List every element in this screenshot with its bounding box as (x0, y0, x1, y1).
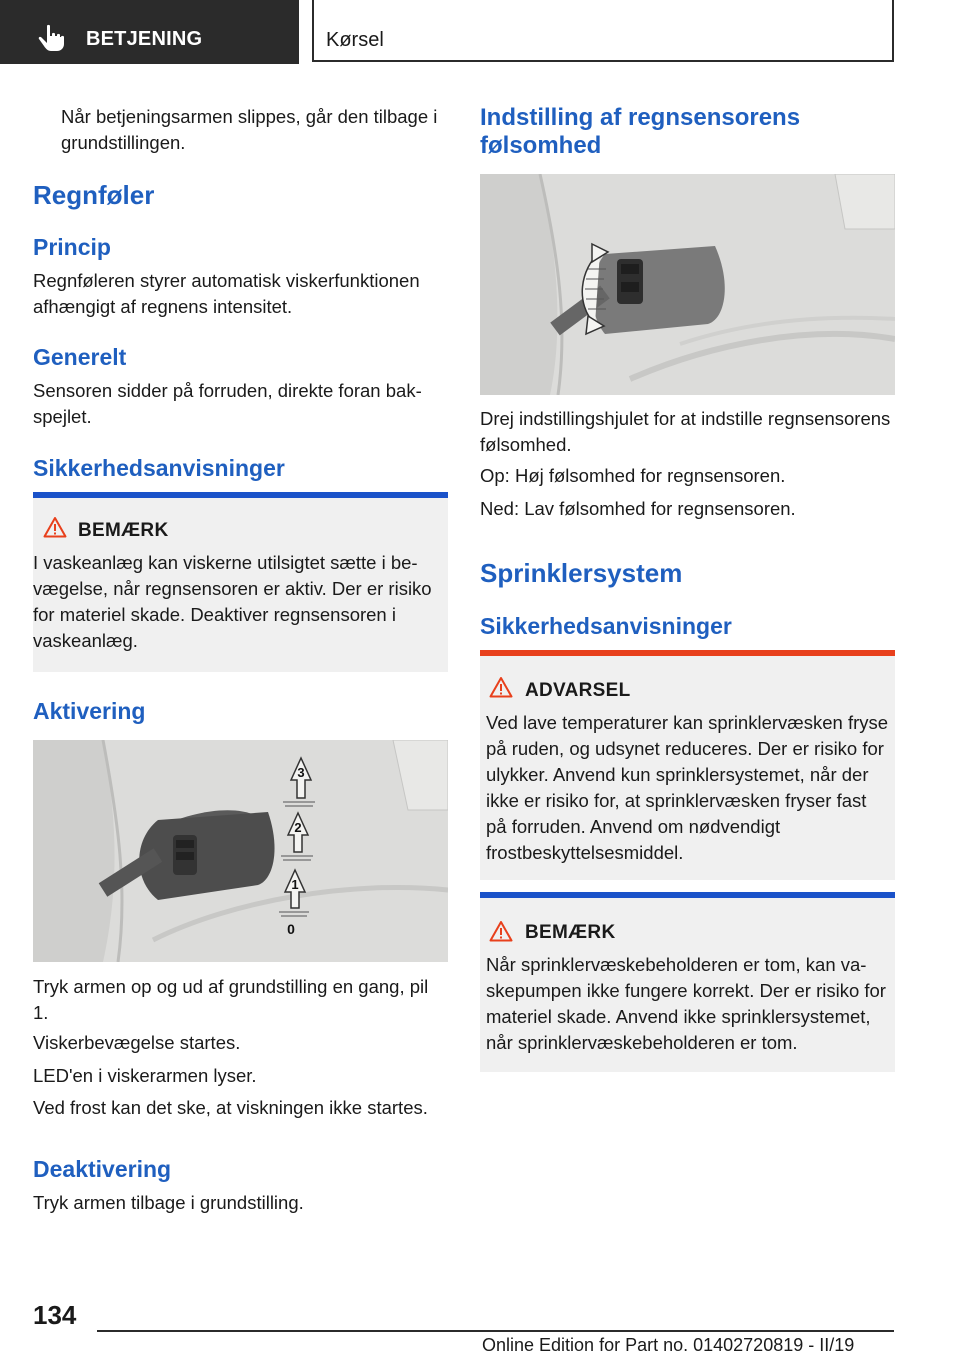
heading-indstilling: Indstilling af regnsensorens følsomhed (480, 104, 801, 159)
deaktivering-text: Tryk armen tilbage i grundstilling. (33, 1192, 304, 1213)
warning-box-freeze (480, 650, 895, 880)
warning-title: ADVARSEL (525, 680, 631, 701)
subsection-header (312, 0, 894, 62)
warning-text: Ved lave temperaturer kan sprinklervæsken fryse på ruden, og udsynet reduceres. Der er risiko for ulykker. Anvend kun sprinklersystemet, når der ikke er risiko for, at sprinklervæsken fryser fast på forruden. Anvend om nødvendigt frostbeskyttelsesmiddel. (486, 712, 889, 863)
heading-regnfoler: Regnføler (33, 180, 155, 210)
section-label: BETJENING (86, 28, 203, 50)
note-title: BEMÆRK (78, 520, 169, 541)
indstilling-text-1: Drej indstillingshjulet for at indstille regnsensorens følsomhed. (480, 408, 891, 455)
aktivering-text-2: Viskerbevægelse startes. (33, 1032, 241, 1053)
heading-aktivering: Aktivering (33, 698, 146, 724)
heading-deaktivering: Deaktivering (33, 1156, 172, 1182)
edition-text: Online Edition for Part no. 01402720819 - II/19 (482, 1335, 855, 1355)
aktivering-text-4: Ved frost kan det ske, at viskningen ikke startes. (33, 1097, 428, 1118)
intro-text: Når betjeningsarmen slippes, går den tilbage i grundstillingen. (61, 106, 438, 153)
warning-triangle-icon (489, 920, 513, 942)
sensitivity-wheel-illustration (480, 174, 895, 395)
aktivering-text-3: LED'en i viskerarmen lyser. (33, 1065, 257, 1086)
wiper-stalk-illustration (33, 740, 448, 962)
note-bar (480, 892, 895, 898)
heading-princip: Princip (33, 234, 111, 260)
note-box-empty-tank (480, 892, 895, 1072)
figure-label-1: 1 (291, 877, 299, 892)
heading-sikkerhed-right: Sikkerhedsanvisninger (480, 613, 732, 639)
hand-pointer-icon (36, 24, 68, 52)
heading-generelt: Generelt (33, 344, 127, 370)
section-tab (0, 0, 299, 64)
subsection-label: Kørsel (326, 29, 384, 51)
note-box-washer (33, 492, 448, 672)
heading-sikkerhed-left: Sikkerhedsanvisninger (33, 455, 285, 481)
page-number: 134 (33, 1300, 77, 1330)
note-title: BEMÆRK (525, 922, 616, 943)
warning-triangle-icon (489, 676, 513, 698)
indstilling-text-2: Op: Høj følsomhed for regnsensoren. (480, 465, 786, 486)
figure-label-3: 3 (297, 765, 305, 780)
note-text: I vaskeanlæg kan viskerne utilsigtet sætte i bevægelse, når regnsensoren er aktiv. Der er risiko for materiel skade. Deaktiver regnsensoren i vaskeanlæg. (33, 552, 432, 651)
figure-label-0: 0 (287, 921, 295, 937)
note-text: Når sprinklervæskebeholderen er tom, kan vaskepumpen ikke fungere korrekt. Der er risiko for materiel skade. Anvend ikke sprinklersystemet, når sprinklervæskebeholderen er tom. (486, 954, 886, 1053)
figure-label-2: 2 (294, 820, 302, 835)
note-bar (33, 492, 448, 498)
heading-sprinkler: Sprinklersystem (480, 558, 683, 588)
warning-triangle-icon (43, 516, 67, 538)
princip-text: Regnføleren styrer automatisk viskerfunktionen afhængigt af regnens intensitet. (33, 270, 420, 317)
aktivering-text-1: Tryk armen op og ud af grundstilling en gang, pil 1. (33, 976, 429, 1023)
generelt-text: Sensoren sidder på forruden, direkte foran bakspejlet. (33, 380, 422, 427)
indstilling-text-3: Ned: Lav følsomhed for regnsensoren. (480, 498, 796, 519)
warning-bar (480, 650, 895, 656)
footer-rule (97, 1330, 894, 1332)
